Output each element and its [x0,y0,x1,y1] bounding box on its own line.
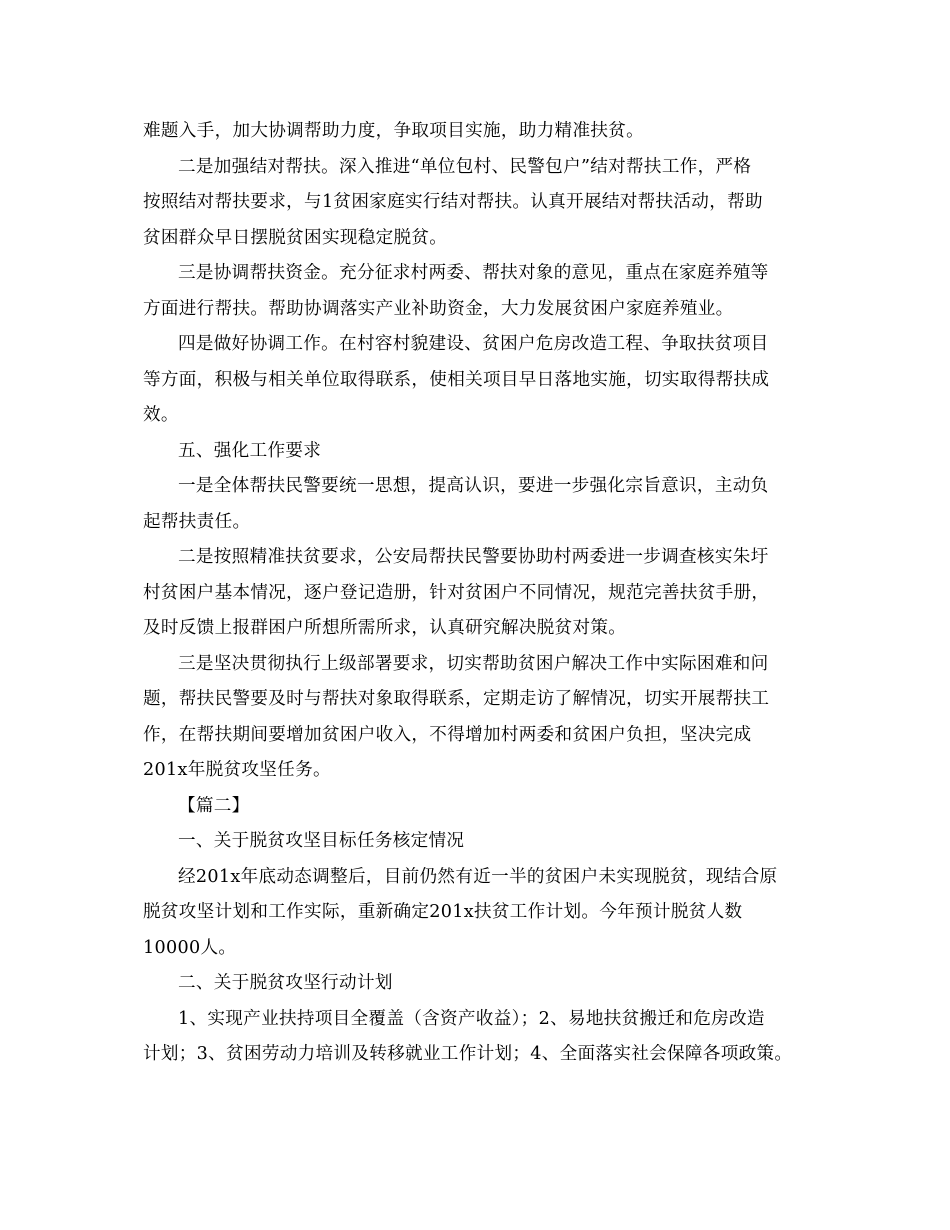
text-line: 五、强化工作要求 [178,440,322,461]
text-line: 1、实现产业扶持项目全覆盖（含资产收益）；2、易地扶贫搬迁和危房改造 [178,1008,765,1029]
text-line: 一是全体帮扶民警要统一思想，提高认识，要进一步强化宗旨意识，主动负 [178,476,769,496]
text-line: 村贫困户基本情况，逐户登记造册，针对贫困户不同情况，规范完善扶贫手册， [143,582,770,603]
text-line: 二、关于脱贫攻坚行动计划 [178,973,393,993]
text-line: 10000人。 [143,937,237,958]
text-line: 等方面，积极与相关单位取得联系，使相关项目早日落地实施，切实取得帮扶成 [143,369,770,390]
document-body [143,114,813,1073]
text-line: 二是加强结对帮扶。深入推进“单位包村、民警包户”结对帮扶工作，严格 [178,156,752,177]
text-line: 及时反馈上报群困户所想所需所求，认真研究解决脱贫对策。 [143,618,627,638]
text-line: 二是按照精准扶贫要求，公安局帮扶民警要协助村两委进一步调查核实朱圩 [178,547,769,567]
text-line: 贫困群众早日摆脱贫困实现稳定脱贫。 [143,227,448,248]
text-line: 计划；3、贫困劳动力培训及转移就业工作计划；4、全面落实社会保障各项政策。 [143,1044,793,1064]
text-line: 难题入手，加大协调帮助力度，争取项目实施，助力精准扶贫。 [143,121,645,141]
text-line: 效。 [143,405,179,425]
text-line: 方面进行帮扶。帮助协调落实产业补助资金，大力发展贫困户家庭养殖业。 [143,298,734,319]
text-line: 作，在帮扶期间要增加贫困户收入，不得增加村两委和贫困户负担，坚决完成 [143,724,752,745]
text-line: 三是协调帮扶资金。充分征求村两委、帮扶对象的意见，重点在家庭养殖等 [178,263,769,283]
text-line: 题，帮扶民警要及时与帮扶对象取得联系，定期走访了解情况，切实开展帮扶工 [143,689,770,709]
text-line: 一、关于脱贫攻坚目标任务核定情况 [178,831,465,851]
text-line: 经201x年底动态调整后，目前仍然有近一半的贫困户未实现脱贫，现结合原 [178,866,778,887]
text-line: 脱贫攻坚计划和工作实际，重新确定201x扶贫工作计划。今年预计脱贫人数 [143,902,743,922]
text-line: 按照结对帮扶要求，与1贫困家庭实行结对帮扶。认真开展结对帮扶活动，帮助 [143,192,763,212]
text-line: 三是坚决贯彻执行上级部署要求，切实帮助贫困户解决工作中实际困难和问 [178,653,769,674]
text-line: 【篇二】 [178,795,250,816]
text-line: 201x年脱贫攻坚任务。 [143,760,331,780]
text-line: 四是做好协调工作。在村容村貌建设、贫困户危房改造工程、争取扶贫项目 [178,334,769,354]
text-line: 起帮扶责任。 [143,511,251,532]
